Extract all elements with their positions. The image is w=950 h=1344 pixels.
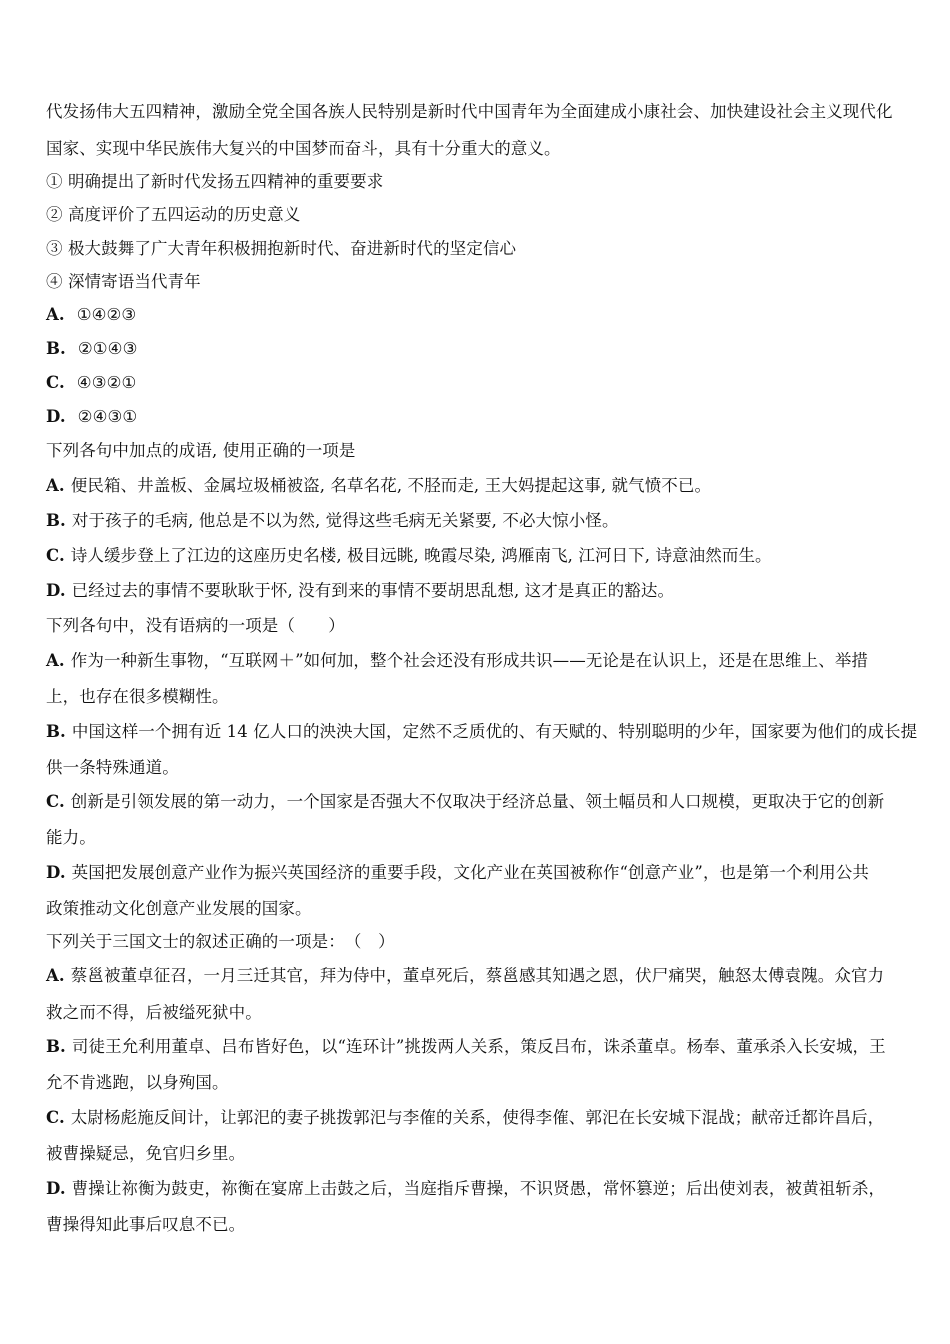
q1-stem-line-1: 代发扬伟大五四精神，激励全党全国各族人民特别是新时代中国青年为全面建成小康社会、加快建设社会主义现代化 [46, 102, 893, 121]
q1-option-c[interactable] [46, 372, 136, 394]
option-label: C. [46, 373, 65, 392]
q1-statement-3: ③ 极大鼓舞了广大青年积极拥抱新时代、奋进新时代的坚定信心 [46, 239, 517, 258]
q1-statement-4: ④ 深情寄语当代青年 [46, 272, 201, 291]
q2-stem: 下列各句中加点的成语, 使用正确的一项是 [46, 441, 356, 460]
option-text: 蔡邕被董卓征召，一月三迁其官，拜为侍中，董卓死后，蔡邕感其知遇之恩，伏尸痛哭，触怒太傅袁隗。众官力 [70, 966, 885, 985]
q3-option-d-cont: 政策推动文化创意产业发展的国家。 [46, 899, 312, 918]
q2-option-b[interactable] [46, 510, 619, 532]
option-label: A. [46, 966, 65, 985]
option-label: A. [46, 305, 65, 324]
q1-statement-1: ① 明确提出了新时代发扬五四精神的重要要求 [46, 172, 384, 191]
q4-option-c-cont: 被曹操疑忌，免官归乡里。 [46, 1144, 246, 1163]
option-text: 中国这样一个拥有近 14 亿人口的泱泱大国，定然不乏质优的、有天赋的、特别聪明的少年，国家要为他们的成长提 [71, 722, 918, 741]
q1-option-a[interactable] [46, 304, 136, 326]
q4-option-c[interactable] [46, 1107, 884, 1129]
q2-option-d[interactable] [46, 580, 674, 602]
q3-option-b-cont: 供一条特殊通道。 [46, 758, 179, 777]
q3-stem: 下列各句中，没有语病的一项是（ ） [46, 616, 345, 635]
option-label: C. [46, 546, 65, 565]
q3-option-d[interactable] [46, 862, 869, 884]
option-label: A. [46, 476, 65, 495]
option-text: 作为一种新生事物，“互联网＋”如何加，整个社会还没有形成共识——无论是在认识上，还是在思维上、举措 [70, 651, 869, 670]
option-label: B. [46, 1037, 66, 1056]
q4-option-a-cont: 救之而不得，后被缢死狱中。 [46, 1003, 262, 1022]
q3-option-c[interactable] [46, 791, 884, 813]
q1-option-d[interactable] [46, 406, 137, 428]
q1-stem-line-2: 国家、实现中华民族伟大复兴的中国梦而奋斗，具有十分重大的意义。 [46, 139, 561, 158]
q3-option-a[interactable] [46, 650, 868, 672]
option-label: C. [46, 792, 65, 811]
q4-stem: 下列关于三国文士的叙述正确的一项是： （ ） [46, 932, 395, 951]
option-text: 太尉杨彪施反间计，让郭汜的妻子挑拨郭汜与李傕的关系，使得李傕、郭汜在长安城下混战；献帝迁都许昌后， [70, 1108, 885, 1127]
q4-option-d[interactable] [46, 1178, 885, 1200]
option-text: ②①④③ [77, 339, 138, 358]
q1-option-b[interactable] [46, 338, 137, 360]
q4-option-b-cont: 允不肯逃跑，以身殉国。 [46, 1073, 229, 1092]
option-text: ②④③① [77, 407, 138, 426]
option-label: B. [46, 722, 66, 741]
option-text: 对于孩子的毛病, 他总是不以为然, 觉得这些毛病无关紧要, 不必大惊小怪。 [71, 511, 619, 530]
q4-option-a[interactable] [46, 965, 884, 987]
q3-option-b[interactable] [46, 721, 917, 743]
option-text: 已经过去的事情不要耿耿于怀, 没有到来的事情不要胡思乱想, 这才是真正的豁达。 [71, 581, 675, 600]
option-text: 英国把发展创意产业作为振兴英国经济的重要手段，文化产业在英国被称作“创意产业”，也是第一个利用公共 [71, 863, 869, 882]
option-label: D. [46, 581, 66, 600]
option-label: B. [46, 339, 66, 358]
option-text: 曹操让祢衡为鼓吏，祢衡在宴席上击鼓之后，当庭指斥曹操，不识贤愚，常怀篡逆；后出使刘表，被黄祖斩杀， [71, 1179, 886, 1198]
q3-option-c-cont: 能力。 [46, 828, 96, 847]
option-text: ④③②① [76, 373, 137, 392]
q1-statement-2: ② 高度评价了五四运动的历史意义 [46, 205, 301, 224]
q4-option-b[interactable] [46, 1036, 886, 1058]
option-label: D. [46, 407, 66, 426]
q2-option-a[interactable] [46, 475, 711, 497]
option-label: C. [46, 1108, 65, 1127]
option-text: 便民箱、井盖板、金属垃圾桶被盗, 名草名花, 不胫而走, 王大妈提起这事, 就气愤不已。 [70, 476, 712, 495]
option-text: ①④②③ [76, 305, 137, 324]
q3-option-a-cont: 上，也存在很多模糊性。 [46, 687, 229, 706]
option-label: D. [46, 863, 66, 882]
option-label: D. [46, 1179, 66, 1198]
q4-option-d-cont: 曹操得知此事后叹息不已。 [46, 1215, 246, 1234]
q2-option-c[interactable] [46, 545, 772, 567]
option-label: B. [46, 511, 66, 530]
option-text: 创新是引领发展的第一动力，一个国家是否强大不仅取决于经济总量、领土幅员和人口规模，更取决于它的创新 [70, 792, 885, 811]
option-text: 诗人缓步登上了江边的这座历史名楼, 极目远眺, 晚霞尽染, 鸿雁南飞, 江河日下, 诗意油然而生。 [70, 546, 772, 565]
option-text: 司徒王允利用董卓、吕布皆好色，以“连环计”挑拨两人关系，策反吕布，诛杀董卓。杨奉、董承杀入长安城，王 [71, 1037, 886, 1056]
option-label: A. [46, 651, 65, 670]
